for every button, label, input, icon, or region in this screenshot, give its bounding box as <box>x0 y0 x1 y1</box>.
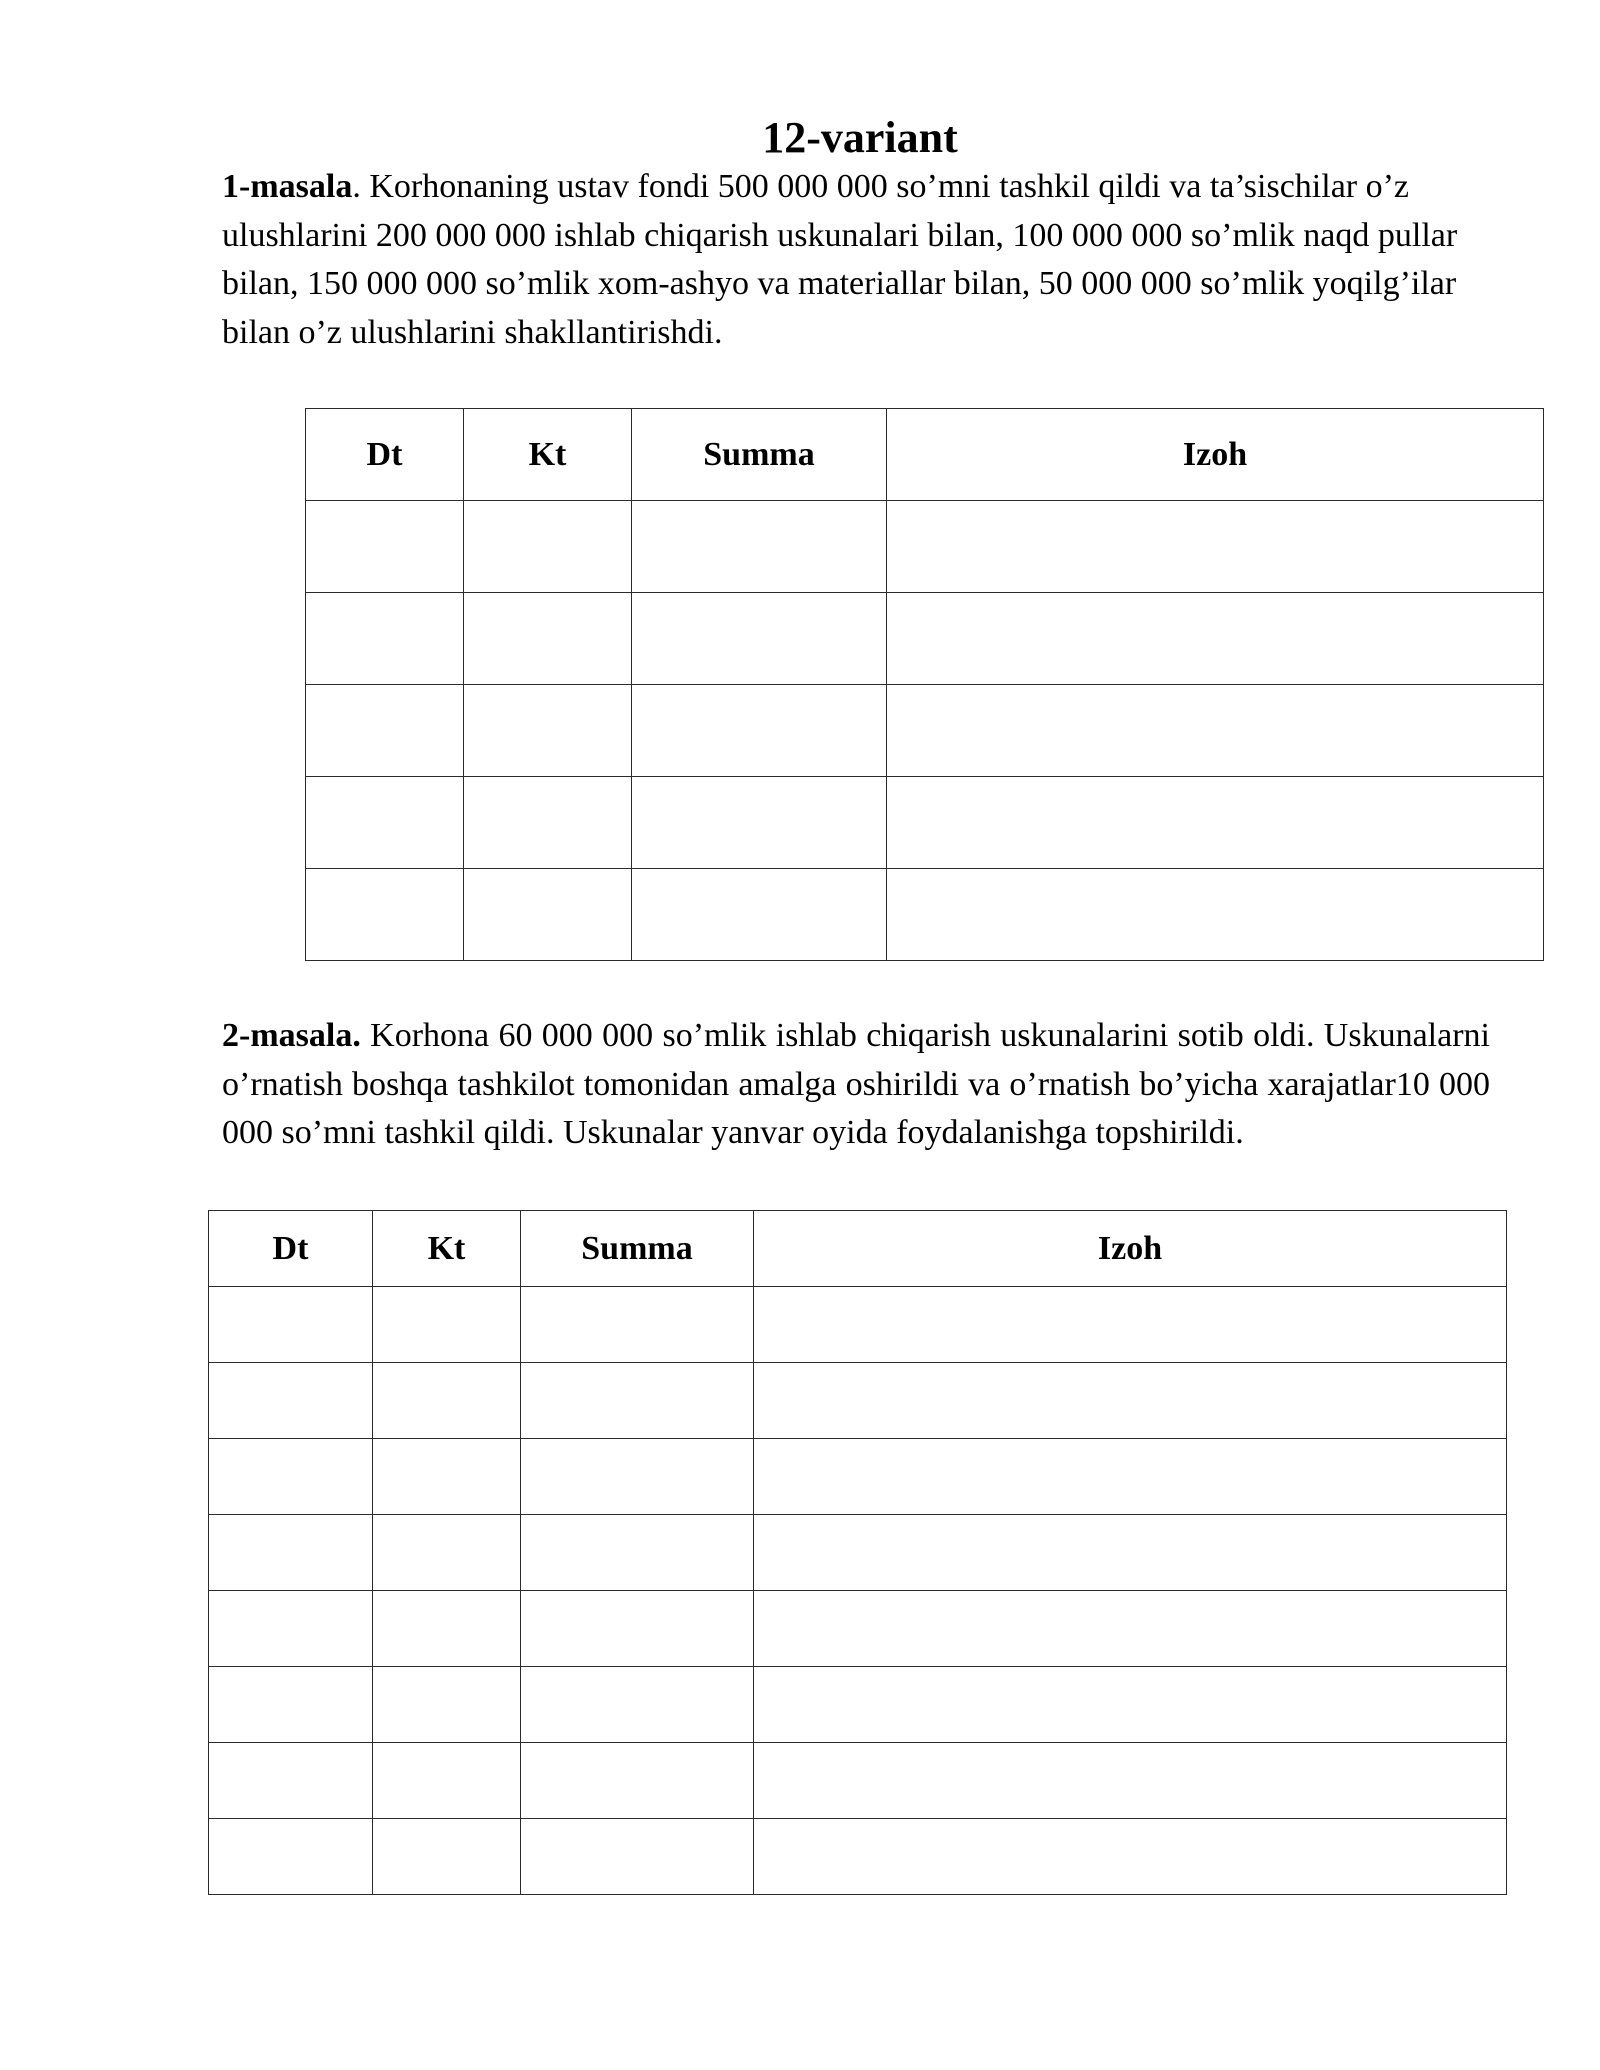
table-header-row <box>209 1211 1507 1287</box>
table-row <box>306 869 1544 961</box>
cell-dt <box>209 1287 373 1363</box>
cell-dt <box>306 685 464 777</box>
problem-2-table <box>208 1210 1507 1895</box>
problem-1-label: 1-masala <box>222 168 353 205</box>
cell-dt <box>306 593 464 685</box>
table-row <box>209 1363 1507 1439</box>
table-row <box>209 1667 1507 1743</box>
cell-dt <box>209 1515 373 1591</box>
cell-kt <box>373 1515 521 1591</box>
cell-izoh <box>754 1667 1507 1743</box>
table-row <box>209 1287 1507 1363</box>
table-row <box>209 1743 1507 1819</box>
cell-kt <box>373 1591 521 1667</box>
cell-dt <box>209 1439 373 1515</box>
cell-dt <box>209 1819 373 1895</box>
cell-izoh <box>887 593 1544 685</box>
table-row <box>209 1819 1507 1895</box>
cell-summa <box>521 1515 754 1591</box>
cell-izoh <box>887 777 1544 869</box>
cell-kt <box>464 869 632 961</box>
cell-izoh <box>754 1591 1507 1667</box>
cell-summa <box>632 777 887 869</box>
table-row <box>306 501 1544 593</box>
header-izoh: Izoh <box>754 1211 1507 1287</box>
cell-kt <box>373 1363 521 1439</box>
header-summa: Summa <box>632 409 887 501</box>
cell-kt <box>373 1743 521 1819</box>
cell-dt <box>209 1667 373 1743</box>
page-title: 12-variant <box>762 113 958 162</box>
cell-summa <box>521 1743 754 1819</box>
cell-dt <box>306 777 464 869</box>
cell-dt <box>209 1591 373 1667</box>
cell-kt <box>373 1819 521 1895</box>
problem-1-table-body <box>306 501 1544 961</box>
table-row <box>209 1515 1507 1591</box>
cell-summa <box>521 1439 754 1515</box>
cell-summa <box>632 501 887 593</box>
cell-kt <box>464 501 632 593</box>
problem-2-label: 2-masala. <box>222 1017 361 1054</box>
cell-dt <box>306 869 464 961</box>
header-izoh: Izoh <box>887 409 1544 501</box>
cell-summa <box>632 593 887 685</box>
table-row <box>209 1439 1507 1515</box>
problem-2-text <box>222 1012 1490 1158</box>
cell-summa <box>632 869 887 961</box>
table-row <box>209 1591 1507 1667</box>
cell-summa <box>521 1287 754 1363</box>
problem-1-text <box>222 163 1462 357</box>
cell-kt <box>373 1667 521 1743</box>
table-row <box>306 685 1544 777</box>
cell-izoh <box>754 1515 1507 1591</box>
cell-summa <box>521 1819 754 1895</box>
table-row <box>306 593 1544 685</box>
cell-dt <box>306 501 464 593</box>
cell-kt <box>464 685 632 777</box>
cell-summa <box>521 1667 754 1743</box>
cell-dt <box>209 1363 373 1439</box>
cell-izoh <box>754 1287 1507 1363</box>
cell-kt <box>373 1439 521 1515</box>
cell-izoh <box>754 1819 1507 1895</box>
cell-kt <box>464 777 632 869</box>
header-kt: Kt <box>373 1211 521 1287</box>
cell-dt <box>209 1743 373 1819</box>
cell-kt <box>464 593 632 685</box>
cell-izoh <box>887 501 1544 593</box>
problem-1-body: . Korhonaning ustav fondi 500 000 000 so’mni tashkil qildi va ta’sischilar o’z ulushlarini 200 000 000 ishlab chiqarish uskunalari bilan, 100 000 000 so’mlik naqd pullar bilan, 150 000 000 so’mlik xom-ashyo va materiallar bilan, 50 000 000 so’mlik yoqilg’ilar bilan o’z ulushlarini shakllantirishdi. <box>222 168 1458 351</box>
problem-2-body: Korhona 60 000 000 so’mlik ishlab chiqarish uskunalarini sotib oldi. Uskunalarni o’rnatish boshqa tashkilot tomonidan amalga oshirildi va o’rnatish bo’yicha xarajatlar10 000 000 so’mni tashkil qildi. Uskunalar yanvar oyida foydalanishga topshirildi. <box>222 1017 1490 1151</box>
problem-1-table <box>305 408 1544 961</box>
header-dt: Dt <box>306 409 464 501</box>
table-row <box>306 777 1544 869</box>
cell-summa <box>521 1591 754 1667</box>
header-kt: Kt <box>464 409 632 501</box>
cell-summa <box>632 685 887 777</box>
cell-izoh <box>887 685 1544 777</box>
cell-kt <box>373 1287 521 1363</box>
cell-summa <box>521 1363 754 1439</box>
table-header-row <box>306 409 1544 501</box>
cell-izoh <box>754 1743 1507 1819</box>
header-summa: Summa <box>521 1211 754 1287</box>
header-dt: Dt <box>209 1211 373 1287</box>
cell-izoh <box>754 1363 1507 1439</box>
cell-izoh <box>754 1439 1507 1515</box>
problem-2-table-body <box>209 1287 1507 1895</box>
cell-izoh <box>887 869 1544 961</box>
